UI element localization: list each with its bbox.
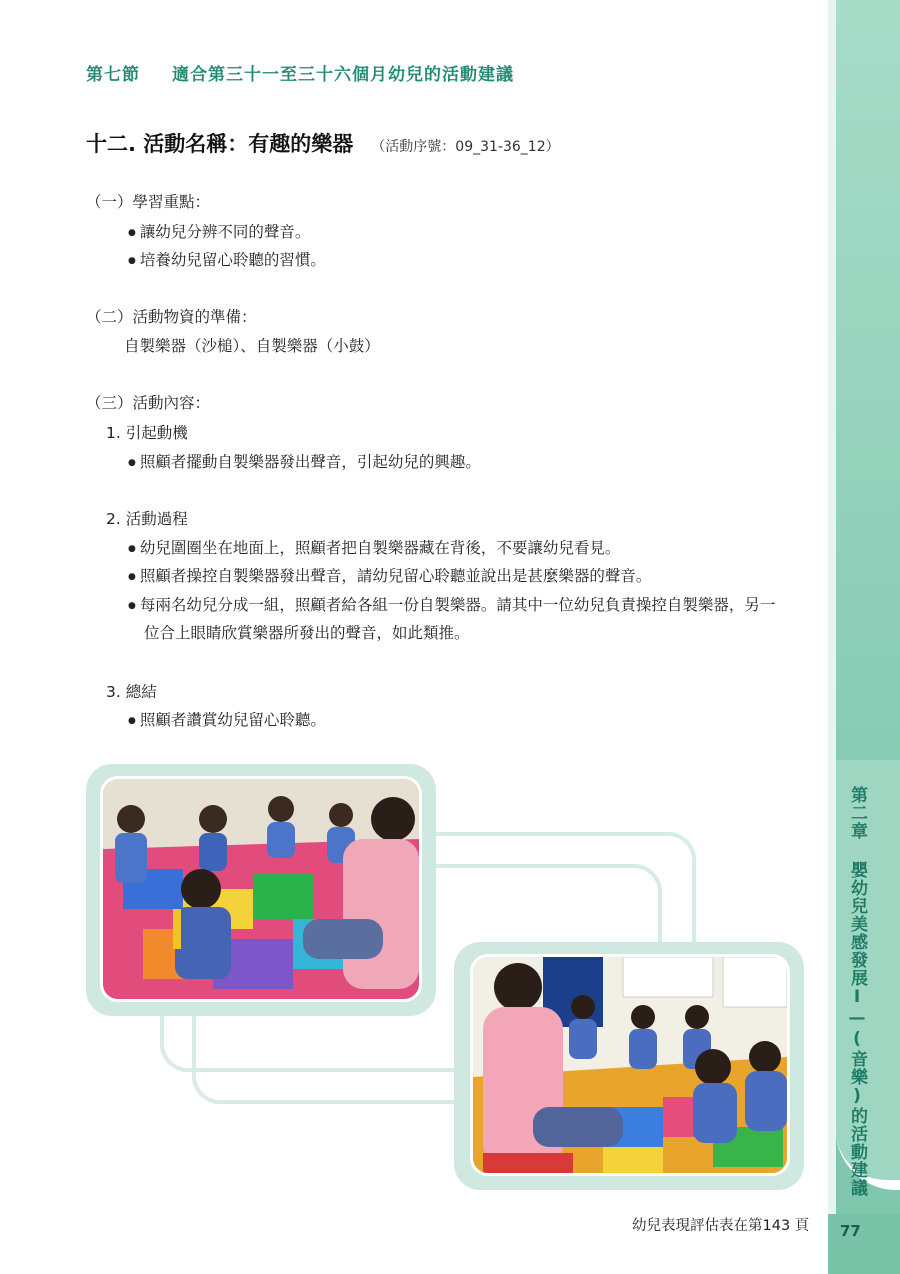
learning-point-1: ● 讓幼兒分辨不同的聲音。 — [128, 220, 310, 242]
activity-photo-2 — [470, 954, 790, 1176]
content-heading: （三）活動內容： — [86, 394, 211, 412]
step1-title: 1. 引起動機 — [106, 424, 188, 442]
materials-heading: （二）活動物資的準備： — [86, 308, 257, 326]
step2-point-3: ● 每兩名幼兒分成一組，照顧者給各組一份自製樂器。請其中一位幼兒負責操控自製樂器，另一 — [128, 593, 775, 615]
step2-title: 2. 活動過程 — [106, 510, 188, 528]
step2-point-2: ● 照顧者操控自製樂器發出聲音，請幼兒留心聆聽並說出是甚麼樂器的聲音。 — [128, 564, 651, 586]
assessment-reference: 幼兒表現評估表在第143 頁 — [632, 1218, 810, 1234]
activity-code: （活動序號：09_31-36_12） — [371, 139, 560, 155]
section-number: 第七節 — [86, 65, 140, 85]
step3-title: 3. 總結 — [106, 683, 157, 701]
step2-point-1: ● 幼兒圍圈坐在地面上，照顧者把自製樂器藏在背後，不要讓幼兒看見。 — [128, 536, 620, 558]
materials-text: 自製樂器（沙槌）、自製樂器（小鼓） — [124, 337, 380, 355]
page-number: 77 — [840, 1222, 861, 1240]
page-number-box — [828, 1214, 900, 1274]
step1-point-1: ● 照顧者擺動自製樂器發出聲音，引起幼兒的興趣。 — [128, 450, 481, 472]
step2-point-3-continuation: 位合上眼睛欣賞樂器所發出的聲音，如此類推。 — [144, 624, 470, 642]
activity-title-row — [86, 128, 560, 158]
section-title: 適合第三十一至三十六個月幼兒的活動建議 — [172, 65, 514, 85]
activity-title: 十二. 活動名稱：有趣的樂器 — [86, 132, 354, 156]
learning-point-2: ● 培養幼兒留心聆聽的習慣。 — [128, 248, 326, 270]
activity-photo-1 — [100, 776, 422, 1002]
chapter-title-vertical: 第二章 嬰幼兒美感發展I—(音樂)的活動建議 — [847, 786, 867, 1197]
step3-point-1: ● 照顧者讚賞幼兒留心聆聽。 — [128, 708, 326, 730]
section-header — [86, 60, 514, 85]
learning-heading: （一）學習重點： — [86, 193, 211, 211]
